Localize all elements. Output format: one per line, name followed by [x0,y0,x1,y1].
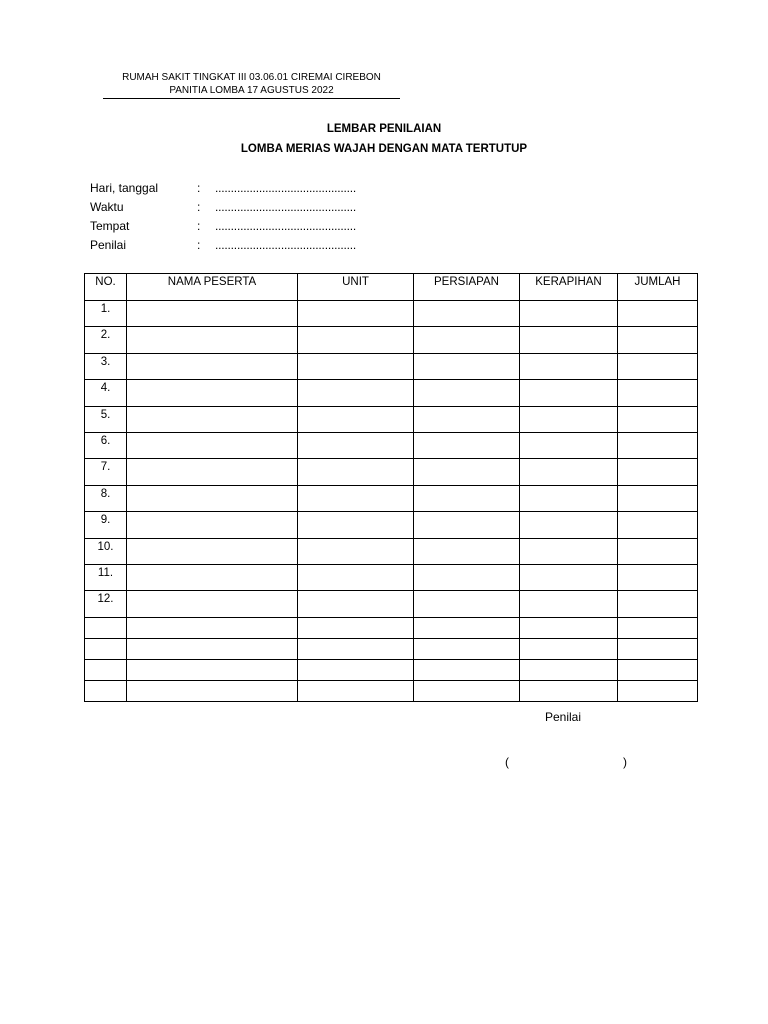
unit-cell[interactable] [298,327,414,353]
neatness-cell[interactable] [520,406,618,432]
total-cell[interactable] [618,380,698,406]
neatness-cell[interactable] [520,564,618,590]
total-cell[interactable] [618,485,698,511]
preparation-cell[interactable] [414,301,520,327]
unit-cell[interactable] [298,617,414,638]
name-cell[interactable] [127,353,298,379]
total-cell[interactable] [618,659,698,680]
preparation-cell[interactable] [414,485,520,511]
info-colon: : [197,219,201,233]
row-number: 2. [85,327,127,353]
table-header-row [85,274,698,301]
table-row-blank [85,638,698,659]
total-cell[interactable] [618,353,698,379]
table-row-blank [85,659,698,680]
info-colon: : [197,200,201,214]
row-number: 5. [85,406,127,432]
unit-cell[interactable] [298,406,414,432]
unit-cell[interactable] [298,353,414,379]
table-row [85,512,698,538]
signature-label: Penilai [545,710,582,724]
header-block [103,71,400,97]
unit-cell[interactable] [298,564,414,590]
header-divider [103,98,400,99]
table-row [85,406,698,432]
name-cell[interactable] [127,564,298,590]
table-row [85,459,698,485]
row-number: 7. [85,459,127,485]
total-cell[interactable] [618,564,698,590]
preparation-cell[interactable] [414,680,520,701]
info-colon: : [197,238,201,252]
row-number: 1. [85,301,127,327]
name-cell[interactable] [127,512,298,538]
name-cell[interactable] [127,659,298,680]
neatness-cell[interactable] [520,659,618,680]
table-row [85,485,698,511]
neatness-cell[interactable] [520,538,618,564]
unit-cell[interactable] [298,380,414,406]
name-cell[interactable] [127,617,298,638]
neatness-cell[interactable] [520,353,618,379]
name-cell[interactable] [127,538,298,564]
name-cell[interactable] [127,327,298,353]
info-fill-dots: ............................................. [215,238,357,252]
unit-cell[interactable] [298,638,414,659]
column-header-name: NAMA PESERTA [127,274,298,301]
column-header-preparation: PERSIAPAN [414,274,520,301]
table-row [85,591,698,617]
table-row-blank [85,617,698,638]
info-fill-dots: ............................................. [215,219,357,233]
name-cell[interactable] [127,591,298,617]
preparation-cell[interactable] [414,591,520,617]
signature-close-paren: ) [623,755,627,769]
unit-cell[interactable] [298,301,414,327]
row-number: 11. [85,564,127,590]
document-title: LEMBAR PENILAIAN [326,123,442,135]
total-cell[interactable] [618,638,698,659]
unit-cell[interactable] [298,459,414,485]
name-cell[interactable] [127,680,298,701]
neatness-cell[interactable] [520,485,618,511]
table-row-blank [85,680,698,701]
preparation-cell[interactable] [414,538,520,564]
row-number-empty [85,680,127,701]
name-cell[interactable] [127,432,298,458]
info-label: Waktu [90,200,124,214]
column-header-unit: UNIT [298,274,414,301]
table-row [85,432,698,458]
table-row [85,538,698,564]
neatness-cell[interactable] [520,680,618,701]
preparation-cell[interactable] [414,432,520,458]
row-number-empty [85,638,127,659]
preparation-cell[interactable] [414,659,520,680]
name-cell[interactable] [127,406,298,432]
preparation-cell[interactable] [414,638,520,659]
preparation-cell[interactable] [414,459,520,485]
total-cell[interactable] [618,459,698,485]
info-label: Tempat [90,219,130,233]
table-row [85,301,698,327]
signature-open-paren: ( [505,755,509,769]
preparation-cell[interactable] [414,617,520,638]
neatness-cell[interactable] [520,380,618,406]
neatness-cell[interactable] [520,638,618,659]
header-institution: RUMAH SAKIT TINGKAT III 03.06.01 CIREMAI CIREBON [122,72,381,83]
total-cell[interactable] [618,432,698,458]
preparation-cell[interactable] [414,406,520,432]
document-subtitle: LOMBA MERIAS WAJAH DENGAN MATA TERTUTUP [240,143,528,155]
preparation-cell[interactable] [414,353,520,379]
unit-cell[interactable] [298,512,414,538]
neatness-cell[interactable] [520,301,618,327]
info-colon: : [197,181,201,195]
unit-cell[interactable] [298,538,414,564]
info-fill-dots: ............................................. [215,181,357,195]
column-header-no: NO. [85,274,127,301]
total-cell[interactable] [618,327,698,353]
total-cell[interactable] [618,301,698,327]
total-cell[interactable] [618,538,698,564]
row-number: 8. [85,485,127,511]
column-header-total: JUMLAH [618,274,698,301]
total-cell[interactable] [618,512,698,538]
table-row [85,564,698,590]
unit-cell[interactable] [298,485,414,511]
table-row [85,380,698,406]
total-cell[interactable] [618,680,698,701]
table-row [85,327,698,353]
table-row [85,353,698,379]
row-number: 4. [85,380,127,406]
row-number: 3. [85,353,127,379]
scoring-table [84,273,698,702]
preparation-cell[interactable] [414,512,520,538]
unit-cell[interactable] [298,680,414,701]
neatness-cell[interactable] [520,512,618,538]
neatness-cell[interactable] [520,327,618,353]
row-number: 10. [85,538,127,564]
name-cell[interactable] [127,638,298,659]
row-number: 12. [85,591,127,617]
total-cell[interactable] [618,617,698,638]
preparation-cell[interactable] [414,564,520,590]
header-committee: PANITIA LOMBA 17 AGUSTUS 2022 [169,85,334,96]
column-header-neatness: KERAPIHAN [520,274,618,301]
info-label: Penilai [90,238,127,252]
name-cell[interactable] [127,485,298,511]
neatness-cell[interactable] [520,432,618,458]
preparation-cell[interactable] [414,327,520,353]
info-fill-dots: ............................................. [215,200,357,214]
row-number-empty [85,617,127,638]
neatness-cell[interactable] [520,617,618,638]
unit-cell[interactable] [298,659,414,680]
name-cell[interactable] [127,459,298,485]
neatness-cell[interactable] [520,459,618,485]
total-cell[interactable] [618,591,698,617]
info-label: Hari, tanggal [90,181,159,195]
row-number: 9. [85,512,127,538]
unit-cell[interactable] [298,432,414,458]
preparation-cell[interactable] [414,380,520,406]
neatness-cell[interactable] [520,591,618,617]
unit-cell[interactable] [298,591,414,617]
row-number-empty [85,659,127,680]
total-cell[interactable] [618,406,698,432]
row-number: 6. [85,432,127,458]
name-cell[interactable] [127,380,298,406]
name-cell[interactable] [127,301,298,327]
